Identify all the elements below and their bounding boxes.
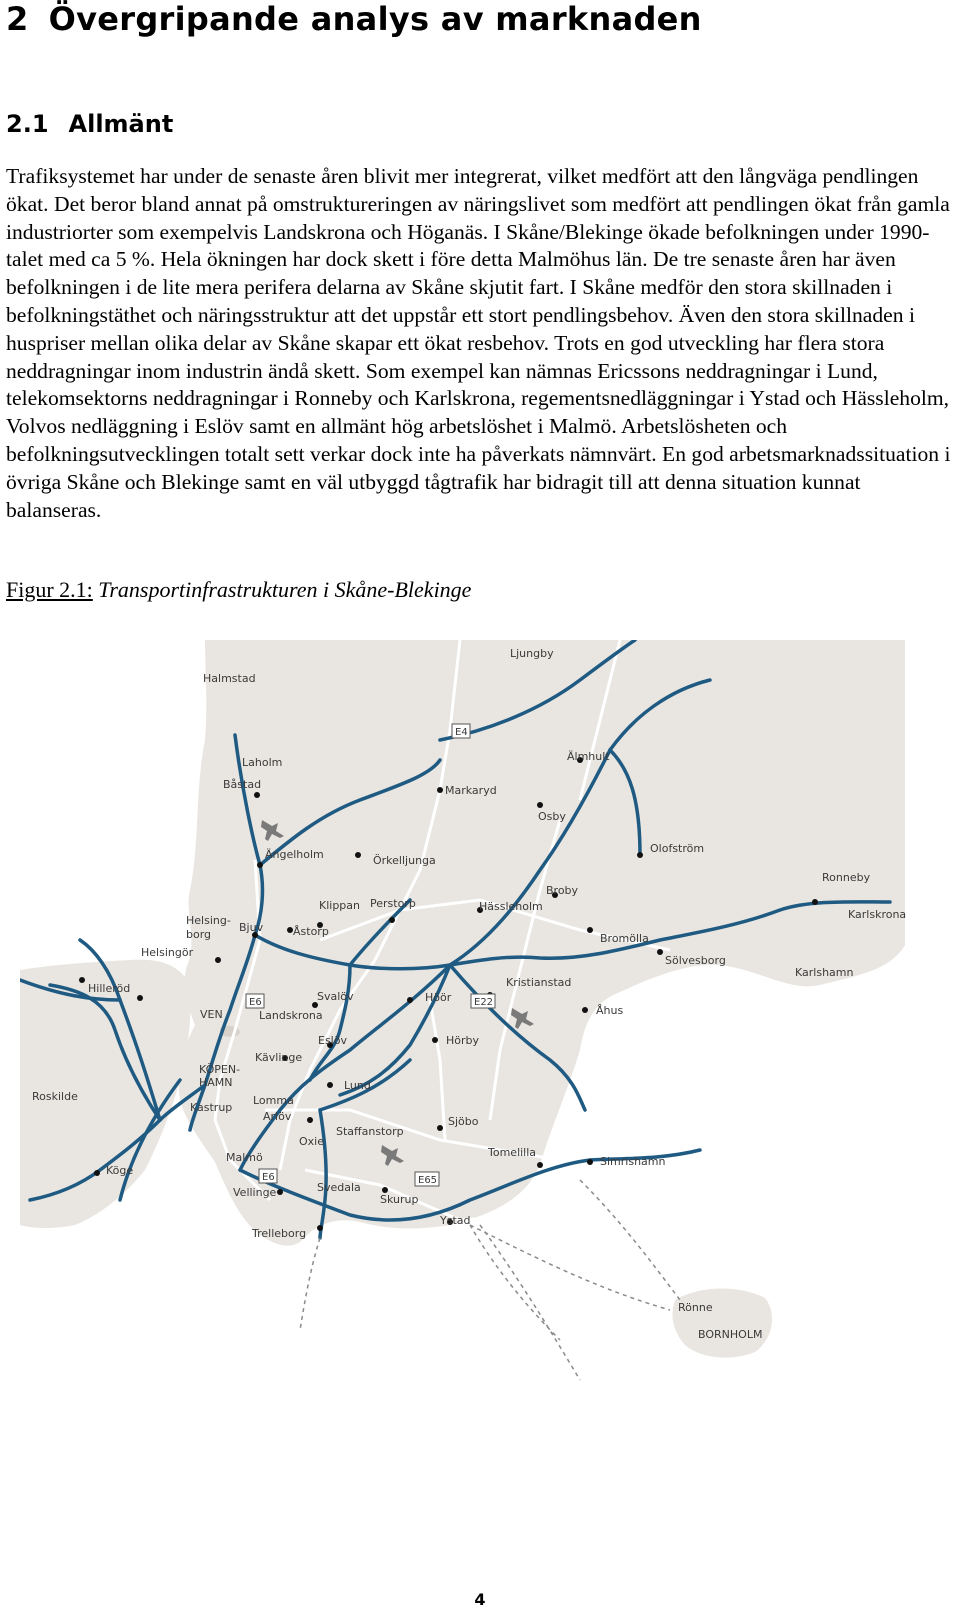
label-karlskrona: Karlskrona — [848, 908, 907, 921]
label-klippan: Klippan — [319, 899, 361, 912]
road-shield-e4 — [452, 724, 470, 738]
label-astorp: Åstorp — [293, 925, 329, 938]
map-land-sweden — [179, 640, 905, 1246]
label-laholm: Laholm — [242, 756, 283, 769]
label-kavlinge: Kävlinge — [255, 1051, 303, 1064]
label-eslov: Eslöv — [318, 1034, 347, 1047]
label-tomelilla: Tomelilla — [488, 1146, 537, 1159]
label-perstorp: Perstorp — [370, 897, 416, 910]
label-hassleholm: Hässleholm — [479, 900, 543, 913]
label-halmstad: Halmstad — [203, 672, 256, 685]
svg-text:E65: E65 — [418, 1175, 438, 1186]
section-title: Allmänt — [68, 110, 174, 138]
label-ronne: Rönne — [678, 1301, 713, 1314]
label-sjobo: Sjöbo — [448, 1115, 479, 1128]
label-skurup: Skurup — [380, 1193, 419, 1206]
label-solvesborg: Sölvesborg — [665, 954, 726, 967]
label-malmo: Malmö — [226, 1151, 263, 1164]
label-bornholm: BORNHOLM — [698, 1328, 763, 1341]
label-olofstrom: Olofström — [650, 842, 705, 855]
label-ven: VEN — [200, 1008, 223, 1021]
label-ystad: Ystad — [440, 1214, 471, 1227]
road-shield-e65 — [415, 1172, 439, 1186]
section-heading — [6, 110, 173, 138]
chapter-title: Övergripande analys av marknaden — [48, 0, 702, 38]
figure-caption — [6, 577, 471, 603]
label-hillerod: Hilleröd — [88, 982, 131, 995]
chapter-number: 2 — [6, 0, 29, 38]
label-kastrup: Kastrup — [190, 1101, 233, 1114]
label-orkelljunga: Örkelljunga — [373, 854, 436, 867]
label-bromolla: Bromölla — [600, 932, 649, 945]
label-svalov: Svalöv — [317, 990, 354, 1003]
chapter-heading — [6, 0, 702, 38]
label-arlov: Arlöv — [263, 1110, 292, 1123]
section-number: 2.1 — [6, 110, 49, 138]
label-helsingor: Helsingör — [141, 946, 194, 959]
svg-text:E6: E6 — [249, 997, 262, 1008]
label-kristianstad: Kristianstad — [506, 976, 572, 989]
label-landskrona: Landskrona — [259, 1009, 323, 1022]
svg-text:E4: E4 — [455, 727, 468, 738]
figure-title: Transportinfrastrukturen i Skåne-Blekinge — [98, 577, 472, 602]
page-number: 4 — [474, 1590, 486, 1609]
road-shield-e6-north — [246, 994, 264, 1008]
label-roskilde: Roskilde — [32, 1090, 78, 1103]
label-simrishamn: Simrishamn — [600, 1155, 666, 1168]
label-hoor: Höör — [425, 991, 452, 1004]
label-ahus: Åhus — [596, 1004, 624, 1017]
label-helsingborg-1: Helsing- — [186, 914, 231, 927]
label-almhult: Älmhult — [567, 750, 610, 763]
label-lund: Lund — [344, 1079, 371, 1092]
label-svedala: Svedala — [317, 1181, 361, 1194]
label-kopenhamn-1: KÖPEN- — [199, 1063, 241, 1076]
transport-map — [20, 640, 940, 1400]
figure-label: Figur 2.1: — [6, 577, 93, 602]
label-trelleborg: Trelleborg — [252, 1227, 307, 1240]
label-markaryd: Markaryd — [445, 784, 497, 797]
map-land-bornholm — [672, 1288, 772, 1357]
label-angelholm: Ängelholm — [265, 848, 324, 861]
road-shield-e6-south — [259, 1169, 277, 1183]
label-lomma: Lomma — [253, 1094, 294, 1107]
label-vellinge: Vellinge — [233, 1186, 277, 1199]
label-osby: Osby — [538, 810, 566, 823]
label-kopenhamn-2: HAMN — [199, 1076, 233, 1089]
road-shield-e22 — [471, 994, 495, 1008]
label-horby: Hörby — [446, 1034, 480, 1047]
label-bjuv: Bjuv — [239, 921, 264, 934]
label-oxie: Oxie — [299, 1135, 324, 1148]
body-paragraph: Trafiksystemet har under de senaste åren blivit mer integrerat, vilket medfört att den långväga pendlingen ökat. Det beror bland annat på omstruktureringen av näringslivet som medfört att pendlingen ökat från gamla industriorter som exempelvis Landskrona och Höganäs. I Skåne/Blekinge ökade befolkningen under 1990-talet med ca 5 %. Hela ökningen har dock skett i före detta Malmöhus län. De tre senaste åren har även befolkningen i de lite mera perifera delarna av Skåne skjutit fart. I Skåne medför den stora skillnaden i befolkningstäthet och näringsstruktur att det uppstår ett stort pendlingsbehov. Även den stora skillnaden i huspriser mellan olika delar av Skåne skapar ett ökat resbehov. Trots en god utveckling har flera stora neddragningar inom industrin ändå skett. Som exempel kan nämnas Ericssons neddragningar i Lund, telekomsektorns neddragningar i Ronneby och Karlskrona, regementsnedläggningar i Ystad och Hässleholm, Volvos nedläggning i Eslöv samt en allmänt hög arbetslöshet i Malmö. Arbetslösheten och befolkningsutvecklingen totalt sett verkar dock inte ha påverkats nämnvärt. En god arbetsmarknadssituation i övriga Skåne och Blekinge samt en väl utbyggd tågtrafik har bidragit till att denna situation kunnat balanseras. — [6, 164, 951, 522]
label-karlshamn: Karlshamn — [795, 966, 854, 979]
label-helsingborg-2: borg — [186, 928, 212, 941]
svg-text:E6: E6 — [262, 1172, 275, 1183]
label-bastad: Båstad — [223, 778, 262, 791]
svg-text:E22: E22 — [474, 997, 494, 1008]
label-ljungby: Ljungby — [510, 647, 554, 660]
label-staffanstorp: Staffanstorp — [336, 1125, 404, 1138]
label-koge: Köge — [106, 1164, 134, 1177]
label-ronneby: Ronneby — [822, 871, 871, 884]
label-broby: Broby — [546, 884, 579, 897]
